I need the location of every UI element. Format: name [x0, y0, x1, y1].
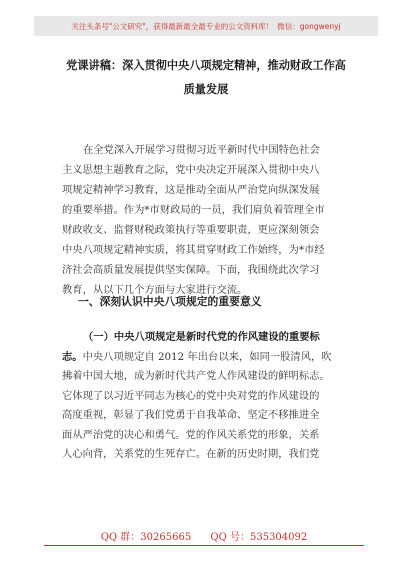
- intro-line: 项规定精神学习教育，这是推动全面从严治党向纵深发展: [62, 184, 320, 196]
- section-heading: 一、深刻认识中央八项规定的重要意义: [78, 295, 262, 308]
- intro-line: 的重要举措。作为*市财政局的一员，我们肩负着管理全市: [62, 204, 325, 216]
- section-line-text: 中央八项规定自 2012 年出台以来，如同一股清风，吹: [82, 350, 332, 363]
- title-line-1: 党课讲稿：深入贯彻中央八项规定精神，推动财政工作高: [66, 59, 346, 72]
- intro-line: 济社会高质量发展提供坚实保障。下面，我围绕此次学习: [62, 264, 320, 276]
- section-line: 高度重视，彰显了我们党勇于自我革命、坚定不移推进全: [62, 409, 320, 421]
- intro-line: 中央八项规定精神实质，将其贯穿财政工作始终，为*市经: [62, 244, 325, 256]
- footer-qq-number: QQ 号：535304092: [210, 532, 308, 543]
- section-line: [62, 348, 362, 368]
- title-line-2: 质量发展: [183, 83, 229, 96]
- intro-line: 教育，从以下几个方面与大家进行交流。: [62, 284, 248, 296]
- intro-line: 财政收支、监督财税政策执行等重要职责，更应深刻领会: [62, 224, 320, 236]
- section-paragraph: [62, 328, 362, 465]
- document-title: [56, 54, 356, 102]
- sub-heading: （一）中央八项规定是新时代党的作风建设的重要标: [83, 331, 320, 343]
- header-wechat: 微信：gongwenyj: [277, 21, 341, 31]
- section-line: 它体现了以习近平同志为核心的党中央对党的作风建设的: [62, 389, 320, 402]
- section-line: 拂着中国大地，成为新时代共产党人作风建设的鲜明标志。: [62, 370, 330, 382]
- footer-divider: [44, 545, 364, 546]
- section-line: 人心向背，关系党的生死存亡。在新的历史时期，我们党: [62, 448, 320, 460]
- header-notice: 关注头条号"公文研究"，获得最新最全最专业的公文资料库！: [71, 21, 274, 31]
- intro-line: 在全党深入开展学习贯彻习近平新时代中国特色社会: [83, 144, 320, 156]
- footer-qq-group: QQ 群：30265665: [100, 532, 192, 543]
- footer-contact: [0, 528, 408, 543]
- intro-line: 主义思想主题教育之际，党中央决定开展深入贯彻中央八: [62, 164, 320, 176]
- intro-paragraph: [62, 140, 362, 300]
- sub-heading-end: 志。: [62, 350, 83, 363]
- section-line: 面从严治党的决心和勇气。党的作风关系党的形象，关系: [62, 428, 320, 441]
- header-banner: [34, 16, 378, 36]
